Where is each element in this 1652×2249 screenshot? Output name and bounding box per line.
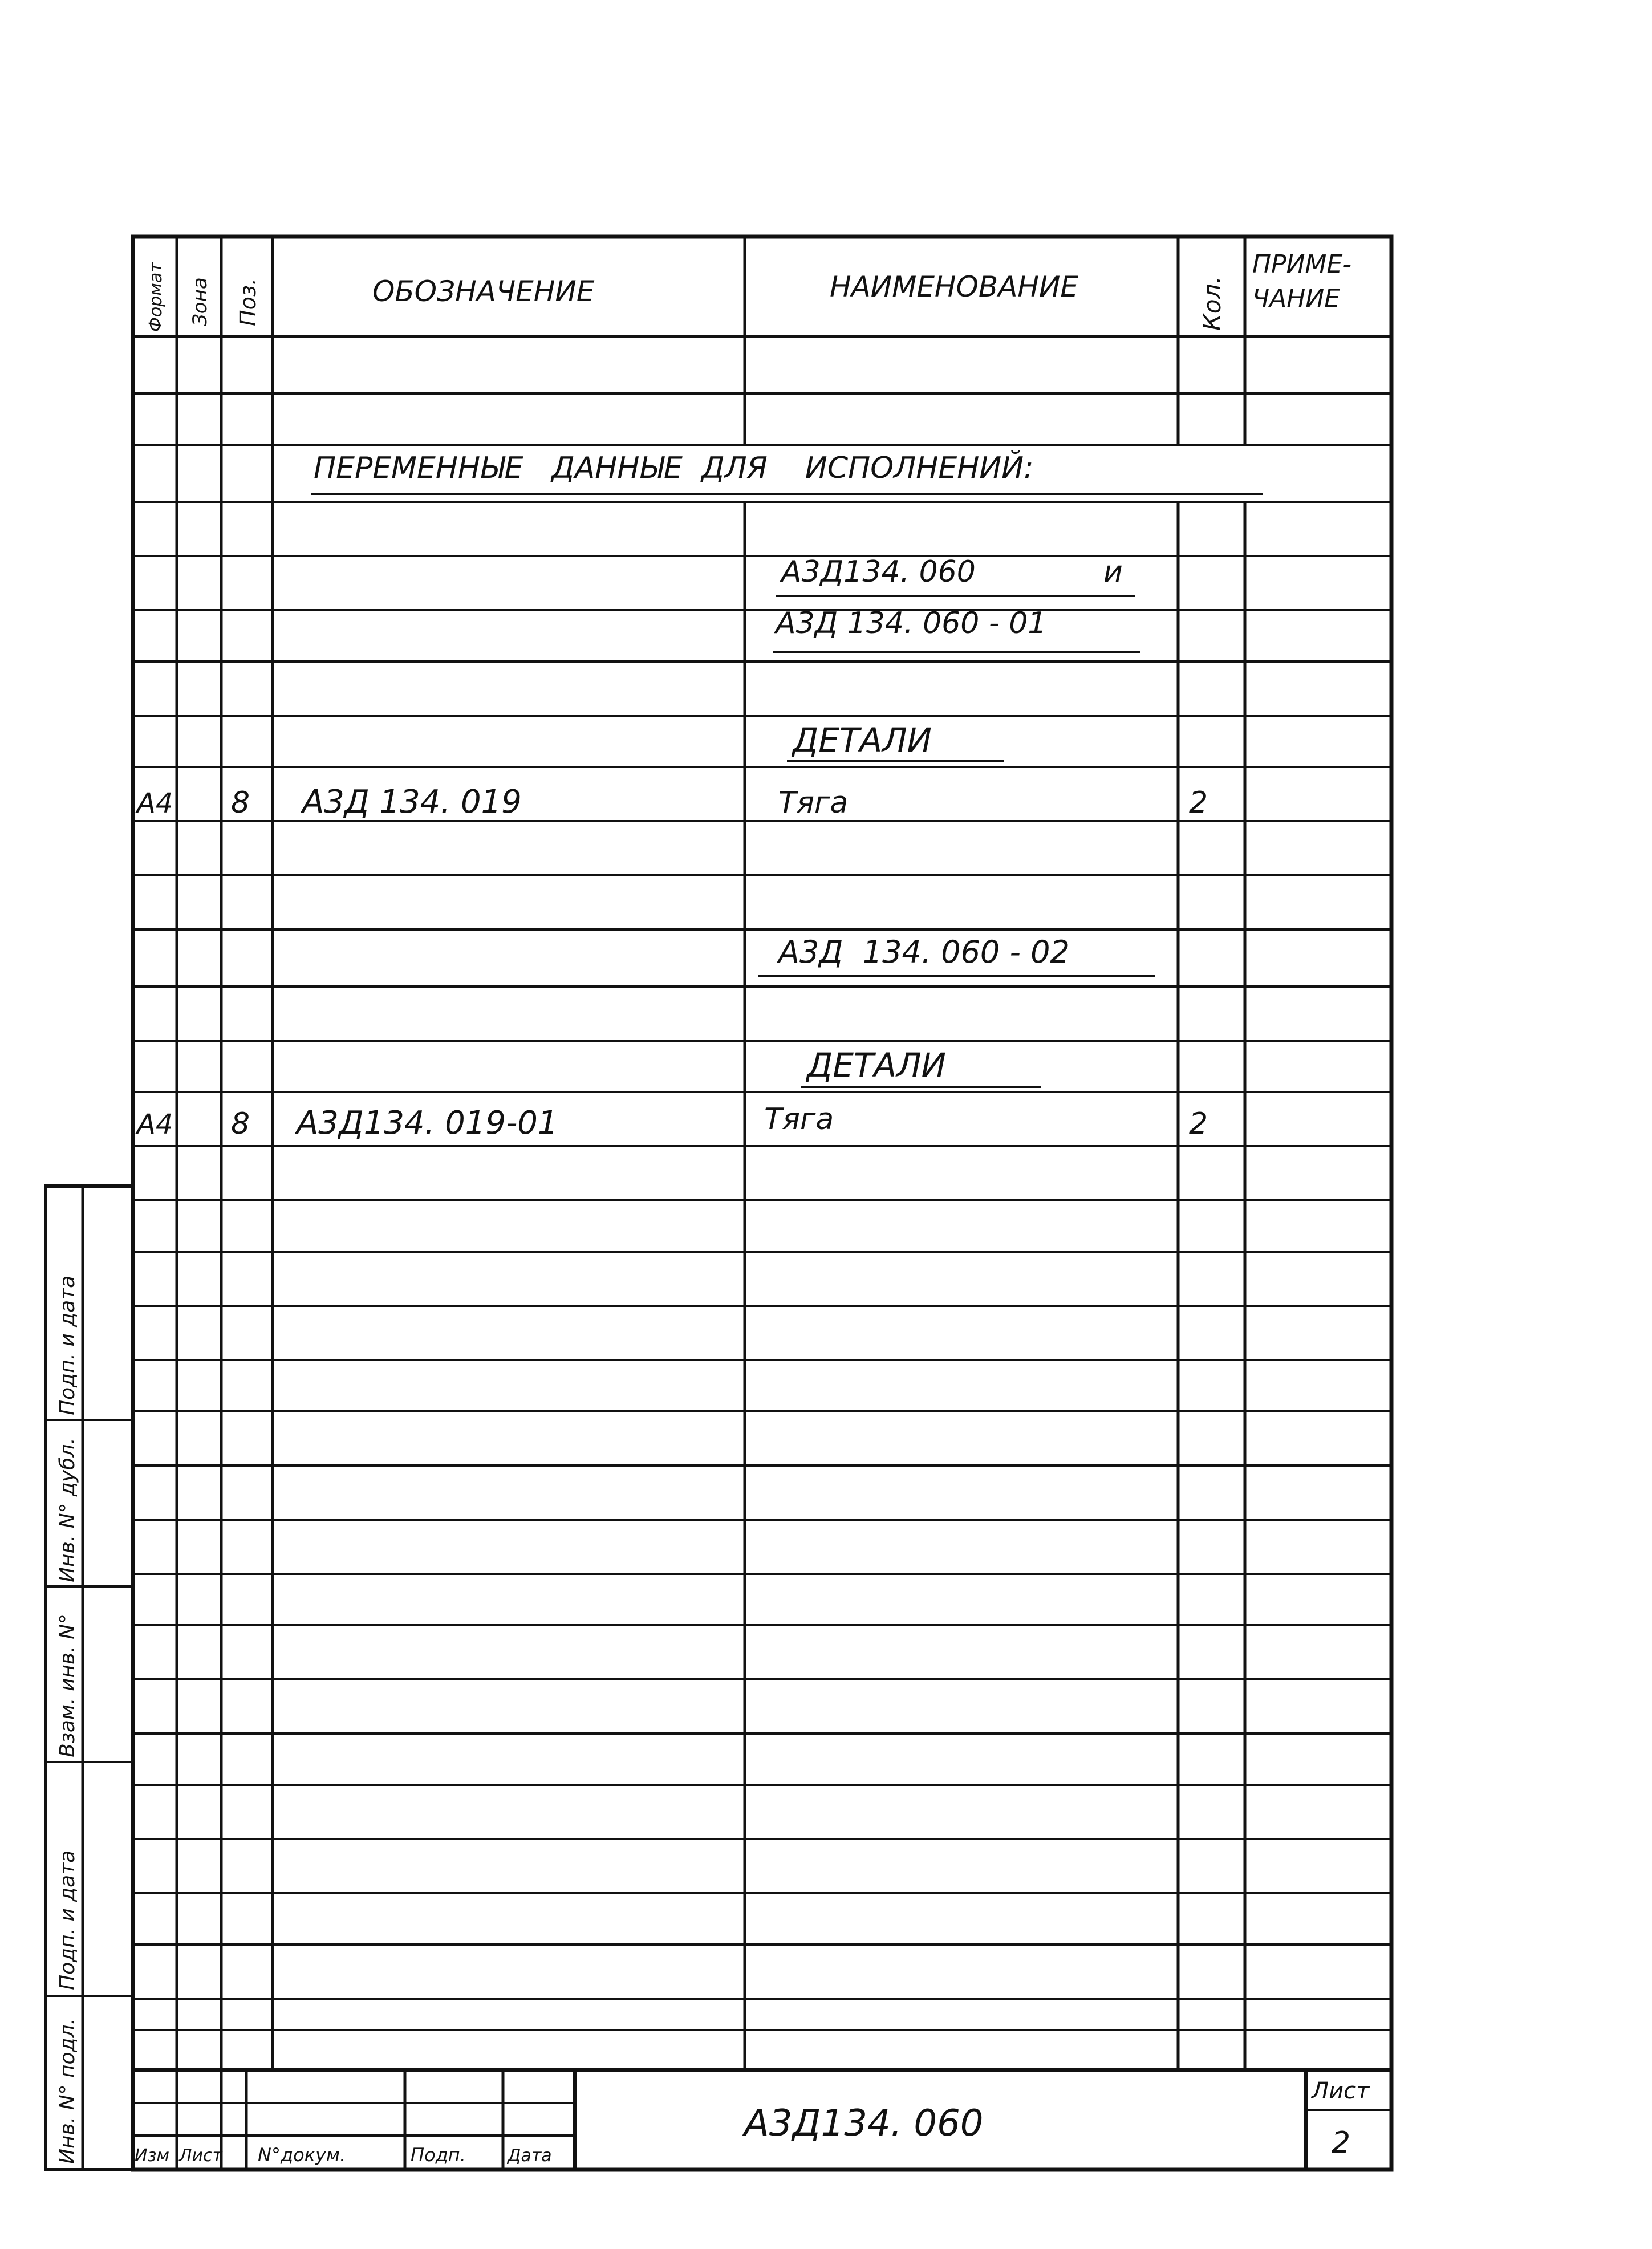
row-b-designation: А3Д134. 019-01	[297, 1105, 558, 1142]
group-b-label	[801, 1046, 1041, 1087]
title-block	[133, 2070, 1391, 2170]
header-note-line1: ПРИМЕ-	[1252, 250, 1352, 279]
header-position: Поз.	[236, 278, 261, 326]
variant-b-header	[758, 934, 1155, 976]
title-sheet-label: Лист	[1312, 2078, 1370, 2104]
title-date: Дата	[508, 2146, 552, 2166]
row-b-quantity: 2	[1189, 1107, 1208, 1141]
stamp-sign-date-2: Подп. и дата	[56, 1275, 79, 1415]
row-b-name: Тяга	[764, 1102, 834, 1136]
table-row	[135, 1102, 1208, 1142]
title-sheet: Лист	[179, 2146, 223, 2166]
variant-a-line2: А3Д 134. 060 - 01	[776, 606, 1047, 640]
stamp-replace-inv: Взам. инв. N°	[56, 1614, 79, 1757]
variant-a-line1: А3Д134. 060	[781, 555, 976, 589]
title-sheet-number: 2	[1332, 2126, 1351, 2160]
header-format: Формат	[146, 262, 166, 332]
header-name: НАИМЕНОВАНИЕ	[830, 270, 1078, 303]
side-stamp	[46, 1186, 133, 2170]
title-signature: Подп.	[411, 2144, 466, 2166]
title-designation: А3Д134. 060	[744, 2102, 984, 2145]
stamp-inv-duplicate: Инв. N° дубл.	[56, 1438, 79, 1582]
row-b-format: А4	[137, 1109, 173, 1140]
row-a-position: 8	[231, 786, 250, 820]
group-b-label-text: ДЕТАЛИ	[807, 1046, 947, 1085]
header-note-line2: ЧАНИЕ	[1252, 284, 1341, 313]
variant-b-text: А3Д 134. 060 - 02	[778, 934, 1070, 970]
table-header	[146, 250, 1351, 332]
section-title	[311, 450, 1263, 494]
table-frame	[133, 237, 1391, 2170]
group-a-label-text: ДЕТАЛИ	[793, 721, 932, 760]
row-a-quantity: 2	[1189, 786, 1208, 820]
row-a-designation: А3Д 134. 019	[302, 784, 522, 821]
header-designation: ОБОЗНАЧЕНИЕ	[372, 275, 595, 308]
stamp-sign-date-1: Подп. и дата	[56, 1850, 79, 1990]
title-doc-number: N°докум.	[258, 2144, 346, 2166]
header-zone: Зона	[189, 277, 212, 326]
row-a-format: А4	[137, 787, 173, 819]
header-quantity: Кол.	[1198, 276, 1226, 331]
group-a-label	[787, 721, 1004, 761]
table-row	[135, 784, 1208, 821]
section-title-text: ПЕРЕМЕННЫЕ ДАННЫЕ ДЛЯ ИСПОЛНЕНИЙ:	[314, 451, 1034, 485]
variant-a-line1-suffix: и	[1103, 555, 1123, 589]
row-a-name: Тяга	[778, 786, 849, 820]
table-column-lines	[177, 237, 1245, 2070]
stamp-inv-original: Инв. N° подл.	[56, 2018, 79, 2164]
row-b-position: 8	[231, 1107, 250, 1141]
table-row-lines	[133, 393, 1391, 2030]
title-change: Изм	[135, 2146, 170, 2166]
variant-a-header	[773, 555, 1140, 652]
